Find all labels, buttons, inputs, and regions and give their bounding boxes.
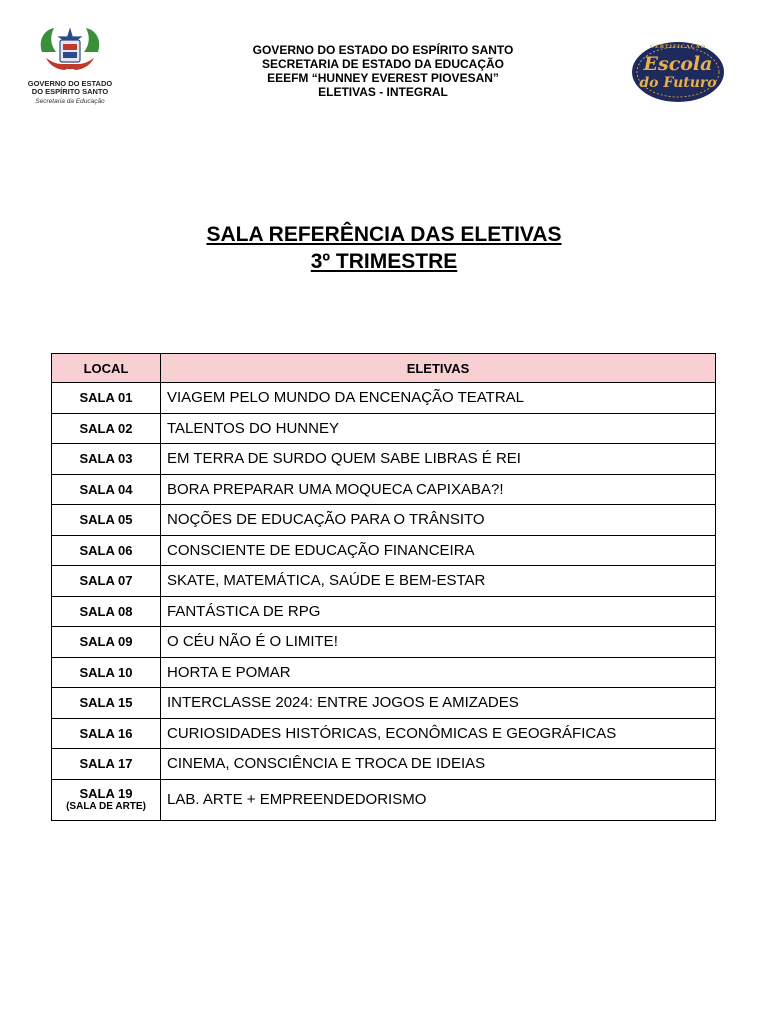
elective-cell: CURIOSIDADES HISTÓRICAS, ECONÔMICAS E GEOGRÁFICAS [161, 718, 716, 749]
header-line-government: GOVERNO DO ESTADO DO ESPÍRITO SANTO [252, 43, 514, 57]
table-row [52, 535, 716, 566]
table-row [52, 596, 716, 627]
escola-do-futuro-logo [630, 40, 726, 104]
table-row [52, 779, 716, 820]
table-row [52, 474, 716, 505]
table-row [52, 383, 716, 414]
table-row [52, 444, 716, 475]
elective-cell: VIAGEM PELO MUNDO DA ENCENAÇÃO TEATRAL [161, 383, 716, 414]
room-cell: SALA 16 [52, 718, 161, 749]
state-government-logo [20, 22, 120, 110]
elective-cell: NOÇÕES DE EDUCAÇÃO PARA O TRÂNSITO [161, 505, 716, 536]
table-row [52, 566, 716, 597]
logo-line-1: GOVERNO DO ESTADO [27, 79, 113, 88]
seal-top-text: CERTIFICAÇÃO [650, 44, 706, 50]
room-cell: SALA 05 [52, 505, 161, 536]
room-cell: SALA 10 [52, 657, 161, 688]
column-header-local: LOCAL [52, 354, 161, 383]
elective-cell: SKATE, MATEMÁTICA, SAÚDE E BEM-ESTAR [161, 566, 716, 597]
room-sublabel: (SALA DE ARTE) [66, 800, 146, 812]
elective-cell: CONSCIENTE DE EDUCAÇÃO FINANCEIRA [161, 535, 716, 566]
logo-line-2: DO ESPÍRITO SANTO [31, 87, 109, 96]
room-cell: SALA 15 [52, 688, 161, 719]
header-line-secretariat: SECRETARIA DE ESTADO DA EDUCAÇÃO [261, 57, 504, 71]
document-header [200, 43, 566, 99]
header-line-program: ELETIVAS - INTEGRAL [318, 85, 448, 99]
espirito-santo-coat-of-arms-icon [36, 22, 104, 76]
elective-cell: FANTÁSTICA DE RPG [161, 596, 716, 627]
table-row [52, 627, 716, 658]
table-row [52, 413, 716, 444]
logo-line-3: Secretaria da Educação [35, 98, 105, 105]
room-cell [52, 779, 161, 820]
room-cell: SALA 07 [52, 566, 161, 597]
table-row [52, 505, 716, 536]
table-header-row [52, 354, 716, 383]
room-cell: SALA 08 [52, 596, 161, 627]
elective-cell: CINEMA, CONSCIÊNCIA E TROCA DE IDEIAS [161, 749, 716, 780]
seal-word-escola: Escola [643, 53, 713, 75]
table-row [52, 688, 716, 719]
electives-table [51, 353, 716, 821]
room-cell: SALA 06 [52, 535, 161, 566]
room-cell: SALA 03 [52, 444, 161, 475]
title-line-2: 3º TRIMESTRE [310, 250, 458, 273]
column-header-eletivas: ELETIVAS [161, 354, 716, 383]
elective-cell: HORTA E POMAR [161, 657, 716, 688]
elective-cell: LAB. ARTE + EMPREENDEDORISMO [161, 779, 716, 820]
page-title [0, 221, 768, 275]
elective-cell: BORA PREPARAR UMA MOQUECA CAPIXABA?! [161, 474, 716, 505]
elective-cell: INTERCLASSE 2024: ENTRE JOGOS E AMIZADES [161, 688, 716, 719]
title-line-1: SALA REFERÊNCIA DAS ELETIVAS [206, 223, 562, 246]
seal-word-do-futuro: do Futuro [639, 75, 717, 91]
room-cell: SALA 17 [52, 749, 161, 780]
table-row [52, 718, 716, 749]
table-row [52, 657, 716, 688]
room-cell: SALA 09 [52, 627, 161, 658]
room-cell: SALA 02 [52, 413, 161, 444]
elective-cell: EM TERRA DE SURDO QUEM SABE LIBRAS É REI [161, 444, 716, 475]
header-line-school: EEEFM “HUNNEY EVEREST PIOVESAN” [267, 71, 499, 85]
elective-cell: TALENTOS DO HUNNEY [161, 413, 716, 444]
room-cell: SALA 04 [52, 474, 161, 505]
room-label: SALA 19 [79, 785, 133, 801]
room-cell: SALA 01 [52, 383, 161, 414]
table-row [52, 749, 716, 780]
elective-cell: O CÉU NÃO É O LIMITE! [161, 627, 716, 658]
